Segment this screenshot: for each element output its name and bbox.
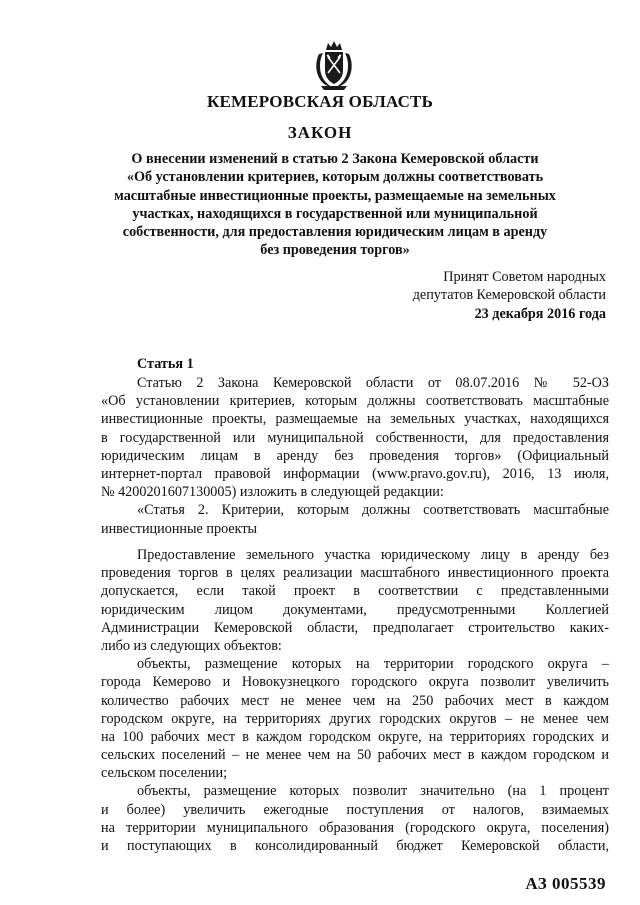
form-serial-number: АЗ 005539 xyxy=(525,874,606,893)
title-line: «Об установлении критериев, которым должны соответствовать xyxy=(126,169,544,186)
title-line: собственности, для предоставления юридическим лицам в аренду xyxy=(122,224,548,241)
text-line: города Кемерово и Новокузнецкого городского округа позволит увеличить xyxy=(101,674,609,691)
text-line: объекты, размещение которых позволит значительно (на 1 процент xyxy=(137,783,609,800)
article-heading: Статья 1 xyxy=(137,356,194,372)
adopted-by-line: депутатов Кемеровской области xyxy=(412,287,606,304)
text-line: городском округе, на территориях других городских округов – не менее чем xyxy=(101,710,609,727)
text-line: «Статья 2. Критерии, которым должны соответствовать масштабные xyxy=(137,502,609,519)
text-line: допускается, если такой проект в соответствии с представленными xyxy=(101,583,609,600)
text-line: «Об установлении критериев, которым должны соответствовать масштабные xyxy=(101,393,609,410)
adopted-by-line: Принят Советом народных xyxy=(443,269,606,285)
article-paragraph-1 xyxy=(101,374,609,538)
coat-of-arms-icon xyxy=(313,40,355,92)
text-line: Предоставление земельного участка юридическому лицу в аренду без xyxy=(137,547,609,563)
text-line: Администрации Кемеровской области, предполагает строительство каких- xyxy=(101,619,609,636)
text-line: юридическим лицам в аренду без проведения торгов» (Официальный xyxy=(101,447,609,464)
text-line: объекты, размещение которых на территории городского округа – xyxy=(137,656,609,673)
text-line: юридическим лицом документами, предусмотренными Коллегией xyxy=(101,601,609,618)
law-title xyxy=(96,150,574,260)
text-line: на 100 рабочих мест в каждом городском округе, на территориях городских и xyxy=(101,728,609,745)
title-line: участках, находящихся в государственной или муниципальной xyxy=(132,205,538,222)
text-line: и поступающих в консолидированный бюджет Кемеровской области, xyxy=(101,838,609,854)
title-line: масштабные инвестиционные проекты, размещаемые на земельных xyxy=(114,187,556,204)
title-line: без проведения торгов» xyxy=(260,242,410,259)
text-line: количество рабочих мест не менее чем на 250 рабочих мест в каждом xyxy=(101,692,609,709)
text-line: в государственной или муниципальной собственности, для предоставления xyxy=(101,429,609,446)
adoption-block xyxy=(413,268,606,323)
text-line: № 4200201607130005) изложить в следующей редакции: xyxy=(101,484,444,501)
text-line: проведения торгов в целях реализации масштабного инвестиционного проекта xyxy=(101,565,609,582)
text-line: на территории муниципального образования (городского округа, поселения) xyxy=(101,819,609,836)
text-line: сельском поселении; xyxy=(101,765,228,782)
text-line: инвестиционные проекты, размещаемые на земельных участках, находящихся xyxy=(101,411,609,428)
text-line: инвестиционные проекты xyxy=(101,520,258,537)
region-name: КЕМЕРОВСКАЯ ОБЛАСТЬ xyxy=(206,92,434,111)
article-paragraph-2 xyxy=(101,546,609,855)
text-line: Статью 2 Закона Кемеровской области от 08.07.2016 № 52-ОЗ xyxy=(137,375,609,391)
adoption-date: 23 декабря 2016 года xyxy=(474,305,606,322)
title-line: О внесении изменений в статью 2 Закона Кемеровской области xyxy=(131,151,539,167)
document-type: ЗАКОН xyxy=(287,123,353,142)
text-line: и более) увеличить ежегодные поступления от налогов, взимаемых xyxy=(101,801,609,818)
text-line: интернет-портал правовой информации (www.pravo.gov.ru), 2016, 13 июля, xyxy=(101,465,609,482)
text-line: сельских поселений – не менее чем на 50 рабочих мест в каждом городском и xyxy=(101,747,609,764)
text-line: либо из следующих объектов: xyxy=(101,637,282,654)
